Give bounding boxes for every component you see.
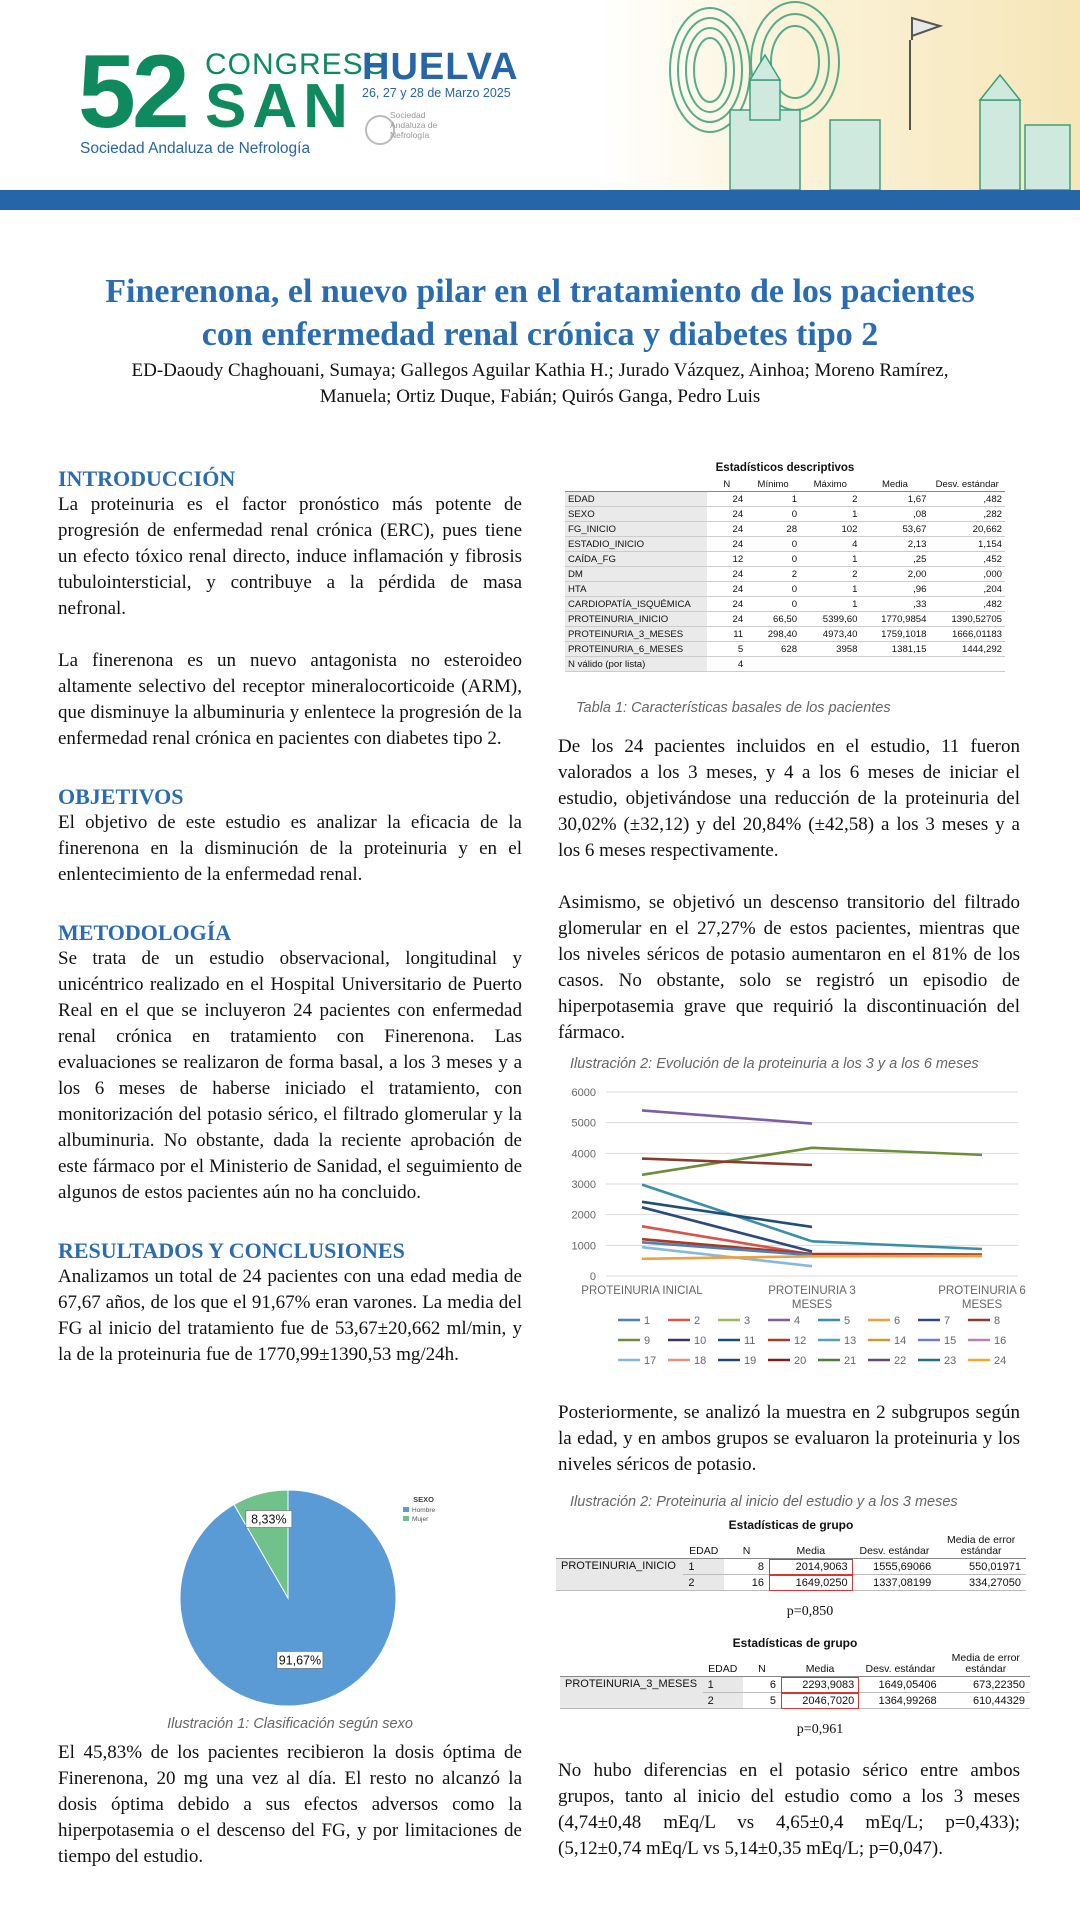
legend-label: 5 (844, 1315, 851, 1327)
table-cell: 1 (800, 552, 860, 567)
y-tick-label: 0 (589, 1271, 596, 1283)
table-cell: 24 (707, 582, 746, 597)
left-column (58, 466, 522, 1368)
table-cell: 298,40 (746, 627, 800, 642)
x-tick-label: PROTEINURIA 3 (768, 1285, 856, 1297)
table-row (565, 612, 1005, 627)
legend-label: 11 (744, 1335, 756, 1347)
pie-caption: Ilustración 1: Clasificación según sexo (167, 1716, 413, 1732)
congress-dates: 26, 27 y 28 de Marzo 2025 (362, 86, 511, 100)
descriptive-stats-table (565, 462, 1005, 672)
p-value-2: p=0,961 (796, 1722, 844, 1737)
table-cell: 6 (743, 1677, 781, 1693)
row-label-cell: PROTEINURIA_6_MESES (565, 642, 707, 657)
table-cell (929, 657, 1005, 672)
table-cell: 334,27050 (936, 1575, 1026, 1591)
x-tick-label: PROTEINURIA INICIAL (581, 1285, 703, 1297)
table-cell: 24 (707, 612, 746, 627)
table-cell: 610,44329 (942, 1693, 1030, 1709)
table-cell: 2014,9063 (769, 1559, 853, 1575)
pie-data-label: 8,33% (251, 1512, 287, 1527)
row-label-cell: ESTADIO_INICIO (565, 537, 707, 552)
legend-label: 1 (644, 1315, 651, 1327)
header-cell: EDAD (683, 1534, 724, 1559)
header-cell: Desv. estándar (859, 1652, 941, 1677)
group-table-title: Estadísticas de grupo (728, 1518, 854, 1532)
table-row (565, 597, 1005, 612)
table-cell: 20,662 (929, 522, 1005, 537)
table-cell: 1 (800, 582, 860, 597)
row-label-cell: EDAD (565, 492, 707, 507)
x-tick-label: PROTEINURIA 6 (938, 1285, 1026, 1297)
legend-label: 20 (794, 1355, 807, 1367)
pie-legend-title: SEXO (413, 1495, 434, 1504)
society-name: Sociedad Andaluza de Nefrología (80, 140, 311, 157)
legend-label: 8 (994, 1315, 1001, 1327)
conference-header (0, 0, 1080, 210)
poster-title (40, 270, 1040, 356)
table-cell: 1,154 (929, 537, 1005, 552)
row-label-cell: FG_INICIO (565, 522, 707, 537)
intro-heading: INTRODUCCIÓN (58, 466, 236, 491)
table-cell: 0 (746, 582, 800, 597)
table-cell: ,25 (860, 552, 929, 567)
results-right-paragraph-1: De los 24 pacientes incluidos en el estudio, 11 fueron valorados a los 3 meses, y 4 a los 6 meses de iniciar el estudio, objetivándose una reducción de la proteinuria del 30,02% (±32,12) y del 20,84% (±42,58) a los 3 meses y a los 6 meses respectivamente. (558, 736, 1020, 861)
table-cell: 102 (800, 522, 860, 537)
intro-paragraph-1: La proteinuria es el factor pronóstico más potente de progresión de enfermedad renal crónica (ERC), pues tiene un efecto tóxico renal directo, induce inflamación y fibrosis tubulointersticial, y contribuye a la pérdida de masa nefronal. (58, 494, 522, 619)
x-tick-label: MESES (961, 1299, 1003, 1311)
p-value-1: p=0,850 (786, 1604, 834, 1619)
header-cell (560, 1652, 703, 1677)
table-cell: 1555,69066 (853, 1559, 937, 1575)
title-line: Finerenona, el nuevo pilar en el tratamiento de los pacientes (105, 273, 975, 310)
table-row (565, 567, 1005, 582)
table-cell (746, 657, 800, 672)
legend-swatch (403, 1516, 409, 1521)
stats-header-row (565, 478, 1005, 492)
table-cell: ,000 (929, 567, 1005, 582)
table-cell: 12 (707, 552, 746, 567)
header-cell: Desv. estándar (853, 1534, 937, 1559)
legend-label: 16 (994, 1335, 1007, 1347)
y-tick-label: 5000 (571, 1117, 596, 1130)
table-cell: 1 (746, 492, 800, 507)
table-cell: 1390,52705 (929, 612, 1005, 627)
y-tick-label: 4000 (571, 1148, 596, 1161)
table-cell: ,482 (929, 597, 1005, 612)
small-logo-line: Nefrología (390, 130, 430, 140)
intro-paragraph-2: La finerenona es un nuevo antagonista no esteroideo altamente selectivo del receptor mineralocorticoide (ARM), que disminuye la albuminuria y enlentece la progresión de la enfermedad renal crónica en pacientes con diabetes tipo 2. (58, 650, 522, 749)
table-cell: 1337,08199 (853, 1575, 937, 1591)
legend-label: 15 (944, 1335, 957, 1347)
table-row (565, 552, 1005, 567)
y-tick-label: 1000 (571, 1240, 596, 1253)
variable-cell: PROTEINURIA_INICIO (556, 1559, 683, 1591)
table-cell: ,08 (860, 507, 929, 522)
results-heading: RESULTADOS Y CONCLUSIONES (58, 1238, 405, 1263)
table-cell: 2 (800, 567, 860, 582)
header-cell: Desv. estándar (929, 478, 1005, 492)
stats-caption: Tabla 1: Características basales de los pacientes (576, 700, 891, 716)
header-cell: Media (860, 478, 929, 492)
table-cell: 1666,01183 (929, 627, 1005, 642)
table-cell: 1 (800, 597, 860, 612)
table-cell: 8 (724, 1559, 769, 1575)
legend-label: 4 (794, 1315, 801, 1327)
row-label-cell: DM (565, 567, 707, 582)
san-small-logo (362, 106, 442, 157)
table-cell: 24 (707, 597, 746, 612)
small-logo-line: Sociedad (390, 110, 426, 120)
table-cell (800, 657, 860, 672)
table-row (565, 507, 1005, 522)
table-cell: 0 (746, 552, 800, 567)
authors (60, 358, 1020, 410)
group-stats-table-1 (556, 1518, 1026, 1591)
header-cell: Media de error estándar (942, 1652, 1030, 1677)
table-row (556, 1559, 1026, 1575)
table-cell: 628 (746, 642, 800, 657)
objectives-paragraph: El objetivo de este estudio es analizar la eficacia de la finerenona en la disminución de la proteinuria y en el enlentecimiento de la enfermedad renal. (58, 812, 522, 885)
table-row (565, 657, 1005, 672)
table-cell: 16 (724, 1575, 769, 1591)
header-cell (565, 478, 707, 492)
header-cell: Máximo (800, 478, 860, 492)
legend-label: 7 (944, 1315, 951, 1327)
title-line: con enfermedad renal crónica y diabetes tipo 2 (201, 316, 879, 353)
table-cell (860, 657, 929, 672)
authors-line: ED-Daoudy Chaghouani, Sumaya; Gallegos Aguilar Kathia H.; Jurado Vázquez, Ainhoa; Moreno Ramírez, (131, 360, 949, 381)
table-cell: ,204 (929, 582, 1005, 597)
city-name: HUELVA (362, 46, 519, 88)
header-cell: N (724, 1534, 769, 1559)
potassium-paragraph: No hubo diferencias en el potasio sérico entre ambos grupos, tanto al inicio del estudio como a los 3 meses (4,74±0,48 mEq/L vs 4,65±0,4 mEq/L; p=0,433); (5,12±0,74 mEq/L vs 5,14±0,35 mEq/L; p=0,047). (558, 1760, 1020, 1859)
table-cell: 2293,9083 (781, 1677, 859, 1693)
table-cell: 24 (707, 522, 746, 537)
table-row (560, 1677, 1030, 1693)
series-line-6 (642, 1256, 982, 1259)
authors-line: Manuela; Ortiz Duque, Fabián; Quirós Ganga, Pedro Luis (319, 386, 761, 407)
table-cell: 1 (800, 507, 860, 522)
group-header-row (556, 1534, 1026, 1559)
group-stats-table-2 (560, 1636, 1030, 1709)
legend-label: 6 (894, 1315, 901, 1327)
table-cell: 24 (707, 492, 746, 507)
table-cell: 1,67 (860, 492, 929, 507)
table-row (565, 537, 1005, 552)
header-cell: Media de error estándar (936, 1534, 1026, 1559)
table-cell: 2,00 (860, 567, 929, 582)
variable-cell: PROTEINURIA_3_MESES (560, 1677, 703, 1709)
row-label-cell: N válido (por lista) (565, 657, 707, 672)
series-line-20 (642, 1159, 812, 1165)
series-line-5 (642, 1185, 982, 1249)
header-cell: Mínimo (746, 478, 800, 492)
table-cell: 1444,292 (929, 642, 1005, 657)
legend-label: 23 (944, 1355, 957, 1367)
table-cell: ,33 (860, 597, 929, 612)
pie-data-label: 91,67% (278, 1653, 322, 1668)
objectives-heading: OBJETIVOS (58, 784, 184, 809)
table-cell: 2 (746, 567, 800, 582)
y-tick-label: 6000 (571, 1087, 596, 1099)
legend-label: 22 (894, 1355, 907, 1367)
header-cell: Media (781, 1652, 859, 1677)
table-cell: 4 (800, 537, 860, 552)
group-header-row (560, 1652, 1030, 1677)
header-divider-bar (0, 190, 1080, 210)
legend-label: 18 (694, 1355, 707, 1367)
table-cell: 3958 (800, 642, 860, 657)
y-tick-label: 2000 (571, 1209, 596, 1222)
table-cell: 1 (683, 1559, 724, 1575)
legend-label: 2 (694, 1315, 701, 1327)
stats-table-title: Estadísticos descriptivos (715, 462, 855, 474)
congress-number: 52 (78, 34, 186, 150)
table-row (565, 642, 1005, 657)
row-label-cell: CAÍDA_FG (565, 552, 707, 567)
dose-paragraph: El 45,83% de los pacientes recibieron la dosis óptima de Finerenona, 20 mg una vez al día. El resto no alcanzó la dosis óptima debido a sus efectos adversos como la hiperpotasemia o el descenso del FG, y por limitaciones de tiempo del estudio. (58, 1742, 522, 1867)
table-cell: 0 (746, 507, 800, 522)
table-cell: 2 (800, 492, 860, 507)
small-logo-line: Andaluza de (390, 120, 438, 130)
subgroup-paragraph: Posteriormente, se analizó la muestra en 2 subgrupos según la edad, y en ambos grupos se evaluaron la proteinuria y los niveles séricos de potasio. (558, 1402, 1020, 1475)
results-paragraph: Analizamos un total de 24 pacientes con una edad media de 67,67 años, de los que el 91,67% eran varones. La media del FG al inicio del tratamiento fue de 53,67±20,662 ml/min, y la de la proteinuria fue de 1770,99±1390,53 mg/24h. (58, 1266, 522, 1365)
legend-label: 3 (744, 1315, 751, 1327)
row-label-cell: CARDIOPATÍA_ISQUÉMICA (565, 597, 707, 612)
x-tick-label: MESES (791, 1299, 833, 1311)
table-cell: 28 (746, 522, 800, 537)
table-cell: 2 (703, 1693, 743, 1709)
table-cell: 2046,7020 (781, 1693, 859, 1709)
legend-label: 17 (644, 1355, 657, 1367)
header-cell: EDAD (703, 1652, 743, 1677)
legend-label: 19 (744, 1355, 757, 1367)
proteinuria-line-chart (558, 1080, 1028, 1390)
table-cell: 1 (703, 1677, 743, 1693)
table-cell: 1381,15 (860, 642, 929, 657)
table-cell: 0 (746, 537, 800, 552)
table-row (565, 492, 1005, 507)
huelva-skyline-icon (600, 0, 1080, 190)
pie-legend-label: Hombre (412, 1507, 436, 1514)
row-label-cell: PROTEINURIA_3_MESES (565, 627, 707, 642)
table-row (565, 582, 1005, 597)
row-label-cell: SEXO (565, 507, 707, 522)
table-cell: 1649,0250 (769, 1575, 853, 1591)
table-cell: 5399,60 (800, 612, 860, 627)
legend-label: 10 (694, 1335, 707, 1347)
legend-label: 12 (794, 1335, 807, 1347)
series-line-4 (642, 1110, 812, 1123)
table-row (565, 627, 1005, 642)
table-cell: 0 (746, 597, 800, 612)
results-right-paragraph-2: Asimismo, se objetivó un descenso transitorio del filtrado glomerular en el 27,27% de estos pacientes, mientras que los niveles séricos de potasio aumentaron en el 81% de los casos. No obstante, solo se registró un episodio de hiperpotasemia grave que requirió la discontinuación del fármaco. (558, 892, 1020, 1043)
table-cell: 24 (707, 567, 746, 582)
sex-pie-chart (140, 1482, 440, 1714)
table-cell: 11 (707, 627, 746, 642)
row-label-cell: PROTEINURIA_INICIO (565, 612, 707, 627)
group-caption: Ilustración 2: Proteinuria al inicio del estudio y a los 3 meses (570, 1494, 958, 1510)
row-label-cell: HTA (565, 582, 707, 597)
header-cell (556, 1534, 683, 1559)
table-cell: 2 (683, 1575, 724, 1591)
table-cell: 5 (743, 1693, 781, 1709)
table-cell: ,482 (929, 492, 1005, 507)
line-chart-caption: Ilustración 2: Evolución de la proteinuria a los 3 y a los 6 meses (570, 1056, 979, 1072)
pie-chart-svg (140, 1482, 440, 1714)
legend-label: 24 (994, 1355, 1007, 1367)
header-cell: Media (769, 1534, 853, 1559)
methodology-heading: METODOLOGÍA (58, 920, 232, 945)
table-cell: 24 (707, 537, 746, 552)
legend-label: 21 (844, 1355, 857, 1367)
congress-label: CONGRESO (205, 48, 389, 81)
header-cell: N (743, 1652, 781, 1677)
san-label: SAN (205, 72, 354, 141)
table-cell: 5 (707, 642, 746, 657)
table-cell: 24 (707, 507, 746, 522)
legend-swatch (403, 1507, 409, 1512)
table-cell: 1364,99268 (859, 1693, 941, 1709)
table-cell: ,452 (929, 552, 1005, 567)
table-cell: 4 (707, 657, 746, 672)
table-cell: ,282 (929, 507, 1005, 522)
legend-label: 13 (844, 1335, 857, 1347)
methodology-paragraph: Se trata de un estudio observacional, longitudinal y unicéntrico realizado en el Hospital Universitario de Puerto Real en el que se incluyeron 24 pacientes con enfermedad renal crónica en tratamiento con Finerenona. Las evaluaciones se realizaron de forma basal, a los 3 meses y a los 6 meses de haberse iniciado el tratamiento, con monitorización del potasio sérico, el filtrado glomerular y la albuminuria. No obstante, dada la reciente aprobación de este fármaco por el Ministerio de Sanidad, el seguimiento de algunos de estos pacientes aún no ha concluido. (58, 948, 522, 1203)
huelva-illustration (600, 0, 1080, 190)
pie-legend-label: Mujer (412, 1516, 429, 1523)
table-cell: 550,01971 (936, 1559, 1026, 1575)
table-cell: ,96 (860, 582, 929, 597)
table-cell: 1649,05406 (859, 1677, 941, 1693)
header-cell: N (707, 478, 746, 492)
table-cell: 1759,1018 (860, 627, 929, 642)
y-tick-label: 3000 (571, 1179, 596, 1191)
table-cell: 1770,9854 (860, 612, 929, 627)
table-cell: 2,13 (860, 537, 929, 552)
legend-label: 14 (894, 1335, 907, 1347)
table-cell: 673,22350 (942, 1677, 1030, 1693)
table-cell: 66,50 (746, 612, 800, 627)
table-cell: 53,67 (860, 522, 929, 537)
group-table-title: Estadísticas de grupo (732, 1636, 858, 1650)
table-cell: 4973,40 (800, 627, 860, 642)
table-row (565, 522, 1005, 537)
legend-label: 9 (644, 1335, 651, 1347)
